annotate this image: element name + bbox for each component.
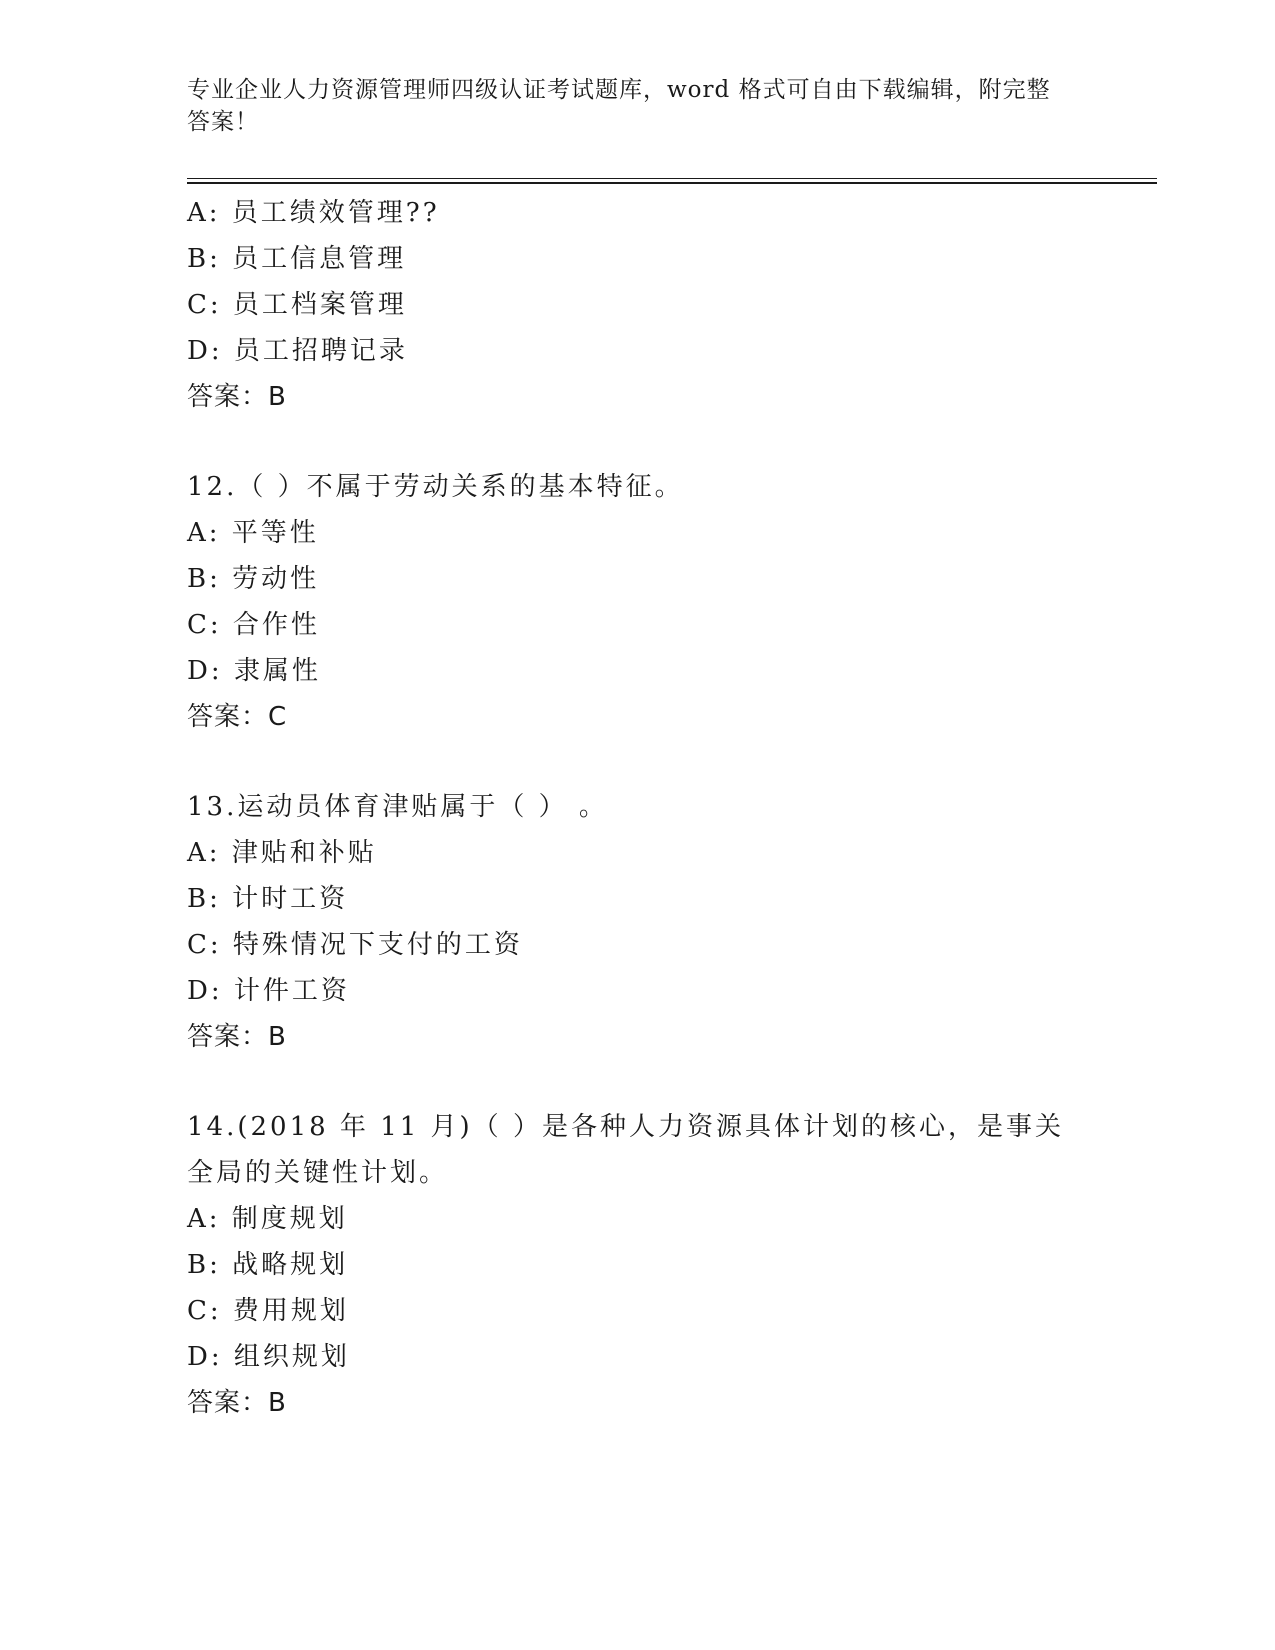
answer-line: 答案：B bbox=[187, 382, 287, 412]
answer-line: 答案：C bbox=[187, 702, 288, 732]
option-c: C: 合作性 bbox=[187, 610, 320, 640]
option-d: D: 组织规划 bbox=[187, 1342, 350, 1372]
question-list bbox=[187, 190, 1137, 1426]
option-b: B: 计时工资 bbox=[187, 884, 349, 914]
option-b: B: 员工信息管理 bbox=[187, 244, 407, 274]
question-stem: 13.运动员体育津贴属于（ ） 。 bbox=[187, 792, 608, 822]
option-c: C: 员工档案管理 bbox=[187, 290, 407, 320]
option-a: A: 津贴和补贴 bbox=[187, 838, 377, 868]
document-header: 专业企业人力资源管理师四级认证考试题库，word 格式可自由下载编辑，附完整答案！ bbox=[187, 77, 1051, 135]
option-c: C: 费用规划 bbox=[187, 1296, 349, 1326]
option-b: B: 劳动性 bbox=[187, 564, 320, 594]
question-block bbox=[187, 190, 1137, 420]
question-gap bbox=[187, 1060, 1137, 1104]
option-a: A: 平等性 bbox=[187, 518, 319, 548]
answer-line: 答案：B bbox=[187, 1388, 287, 1418]
option-c: C: 特殊情况下支付的工资 bbox=[187, 930, 523, 960]
question-stem: 14.(2018 年 11 月)（ ）是各种人力资源具体计划的核心，是事关全局的关键性计划。 bbox=[187, 1112, 1064, 1188]
question-block bbox=[187, 464, 1137, 740]
question-gap bbox=[187, 420, 1137, 464]
answer-line: 答案：B bbox=[187, 1022, 287, 1052]
question-block bbox=[187, 1104, 1137, 1426]
option-d: D: 员工招聘记录 bbox=[187, 336, 408, 366]
question-block bbox=[187, 784, 1137, 1060]
question-stem: 12.（ ）不属于劳动关系的基本特征。 bbox=[187, 472, 684, 502]
question-gap bbox=[187, 740, 1137, 784]
option-b: B: 战略规划 bbox=[187, 1250, 349, 1280]
option-d: D: 计件工资 bbox=[187, 976, 350, 1006]
header-rule-thin bbox=[187, 178, 1157, 179]
header-rule-thick bbox=[187, 182, 1157, 184]
option-a: A: 员工绩效管理?? bbox=[187, 198, 440, 228]
option-a: A: 制度规划 bbox=[187, 1204, 348, 1234]
option-d: D: 隶属性 bbox=[187, 656, 321, 686]
